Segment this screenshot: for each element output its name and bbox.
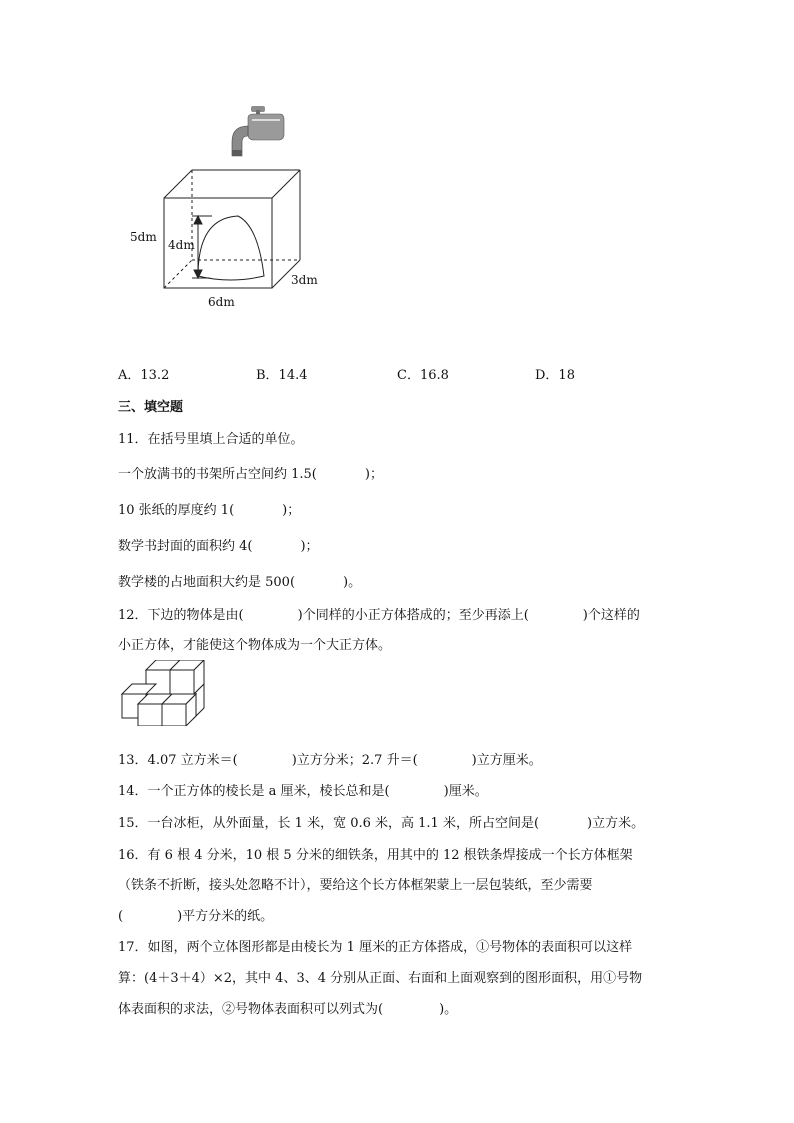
q12-part-1: 12．下边的物体是由(	[118, 608, 244, 623]
option-b: B．14.4	[256, 368, 308, 383]
q15-part-1: 15．一台冰柜，从外面量，长 1 米，宽 0.6 米，高 1.1 米，所占空间是(	[118, 816, 540, 831]
q17-line-3	[118, 998, 457, 1017]
q11-item-3	[118, 535, 319, 554]
q11-item-4	[118, 571, 361, 590]
q11-item-3-pre: 数学书封面的面积约 4(	[118, 539, 253, 554]
q16-line-3	[118, 905, 273, 924]
q15-part-2: )立方米。	[587, 816, 645, 831]
q11-item-4-pre: 教学楼的占地面积大约是 500(	[118, 575, 296, 590]
water-stone-shape	[198, 216, 264, 280]
q11-item-2-pre: 10 张纸的厚度约 1(	[118, 503, 235, 518]
option-d: D．18	[535, 368, 575, 383]
q12-part-2: )个同样的小正方体搭成的；至少再添上(	[297, 608, 529, 623]
section-title: 三、填空题	[118, 400, 184, 415]
q11-item-4-post: )。	[343, 575, 362, 590]
q12-line-1	[118, 604, 640, 623]
q12-line-2: 小正方体，才能使这个物体成为一个大正方体。	[118, 638, 392, 653]
water-height-arrow	[192, 216, 212, 278]
q11-item-1-pre: 一个放满书的书架所占空间约 1.5(	[118, 467, 317, 482]
q17-line-3-post: )。	[439, 1002, 458, 1017]
option-c: C．16.8	[397, 368, 449, 383]
q13-line	[118, 749, 542, 768]
option-a: A．13.2	[118, 368, 170, 383]
label-height: 5dm	[130, 230, 157, 244]
q11-item-2-post: )；	[282, 503, 301, 518]
label-water-height: 4dm	[168, 238, 195, 252]
q13-part-3: )立方厘米。	[471, 753, 542, 768]
q11-item-3-post: )；	[300, 539, 319, 554]
q17-line-2: 算：(4＋3＋4）×2，其中 4、3、4 分别从正面、右面和上面观察到的图形面积，用①号物	[118, 971, 643, 986]
q12-part-3: )个这样的	[582, 608, 640, 623]
q15-line	[118, 812, 644, 831]
q16-line-3-post: )平方分米的纸。	[177, 909, 274, 924]
q16-line-2: （铁条不折断，接头处忽略不计），要给这个长方体框架蒙上一层包装纸，至少需要	[118, 878, 593, 893]
q11-item-2	[118, 499, 300, 518]
q14-part-2: )厘米。	[443, 784, 488, 799]
water-box-figure	[120, 98, 350, 313]
label-depth: 3dm	[291, 273, 318, 287]
faucet-icon	[232, 106, 284, 156]
q11-stem: 11．在括号里填上合适的单位。	[118, 432, 304, 447]
q16-line-3-pre: (	[118, 909, 124, 924]
cubes-figure	[118, 660, 214, 726]
q11-item-1	[118, 463, 383, 482]
box-drawing	[164, 170, 300, 288]
q14-line	[118, 780, 488, 799]
label-width: 6dm	[208, 295, 235, 309]
q13-part-2: )立方分米；2.7 升＝(	[291, 753, 418, 768]
q16-line-1: 16．有 6 根 4 分米，10 根 5 分米的细铁条，用其中的 12 根铁条焊接成一个长方体框架	[118, 848, 633, 863]
q13-part-1: 13．4.07 立方米＝(	[118, 753, 238, 768]
q14-part-1: 14．一个正方体的棱长是 a 厘米，棱长总和是(	[118, 784, 390, 799]
q11-item-1-post: )；	[364, 467, 383, 482]
q17-line-3-pre: 体表面积的求法，②号物体表面积可以列式为(	[118, 1002, 384, 1017]
q17-line-1: 17．如图，两个立体图形都是由棱长为 1 厘米的正方体搭成，①号物体的表面积可以这样	[118, 940, 633, 955]
